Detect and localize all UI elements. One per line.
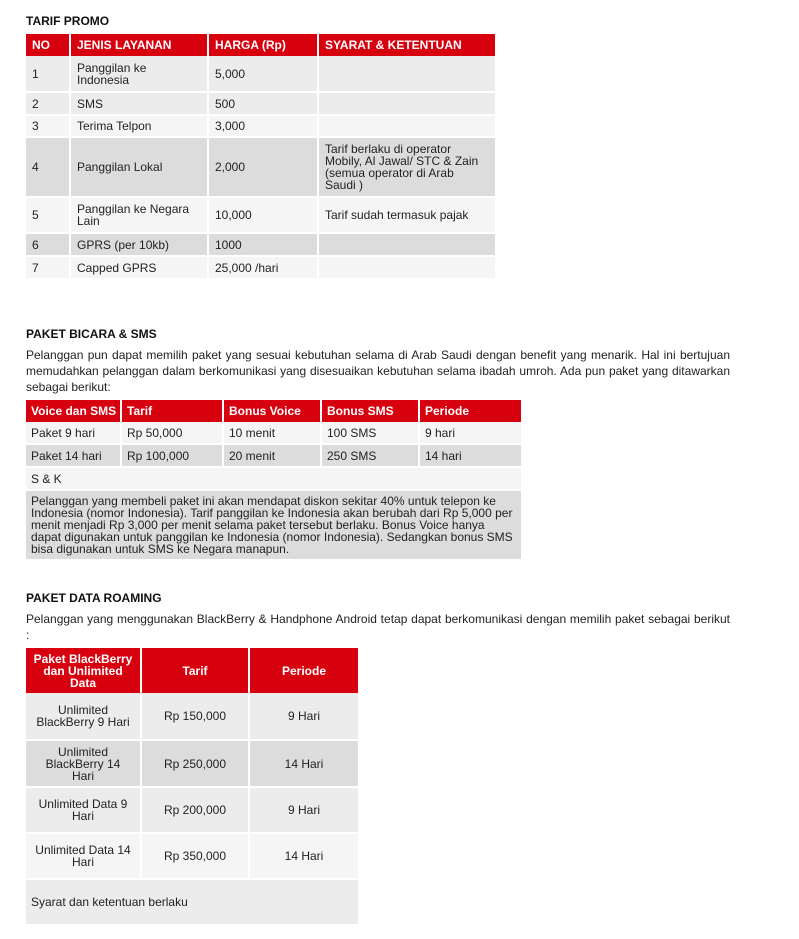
cell-no: 7 [26,256,70,278]
cell-tarif: Rp 350,000 [141,833,249,879]
col-header-harga: HARGA (Rp) [208,34,318,56]
cell-layanan: GPRS (per 10kb) [70,233,208,256]
cell-periode: 9 Hari [249,787,358,833]
table-row [26,422,521,444]
paket-data-table [26,648,358,924]
cell-harga: 3,000 [208,115,318,137]
col-header-voice-sms: Voice dan SMS [26,400,121,422]
col-header-no: NO [26,34,70,56]
paket-bicara-description: Pelanggan pun dapat memilih paket yang sesuai kebutuhan selama di Arab Saudi dengan benefit yang menarik. Hal ini bertujuan memudahkan pelanggan dalam berkomunikasi yang disesuaikan kebutuhan selama ibadah umroh. Ada pun paket yang ditawarkan sebagai berikut: [26,348,730,394]
cell-tarif: Rp 200,000 [141,787,249,833]
cell-harga: 25,000 /hari [208,256,318,278]
cell-harga: 1000 [208,233,318,256]
footer-note: Syarat dan ketentuan berlaku [31,895,188,909]
table-row [26,137,495,197]
table-row [26,115,495,137]
table-header-row [26,34,495,56]
cell-layanan: Panggilan ke Negara Lain [70,197,208,233]
table-row [26,879,358,924]
table-row [26,693,358,740]
paket-data-description: Pelanggan yang menggunakan BlackBerry & Handphone Android tetap dapat berkomunikasi dengan memilih paket sebagai berikut : [26,612,730,642]
cell-layanan: Panggilan ke Indonesia [70,56,208,92]
cell-paket: Unlimited BlackBerry 9 Hari [26,693,141,740]
col-header-jenis-layanan: JENIS LAYANAN [70,34,208,56]
cell-periode: 14 Hari [249,740,358,787]
cell-no: 6 [26,233,70,256]
tarif-promo-table [26,34,495,278]
col-header-paket: Paket BlackBerry dan Unlimited Data [26,648,141,693]
cell-harga: 500 [208,92,318,115]
cell-layanan: SMS [70,92,208,115]
paket-bicara-table [26,400,521,559]
snk-label: S & K [26,467,521,490]
cell-bonus-voice: 20 menit [223,444,321,467]
col-header-bonus-voice: Bonus Voice [223,400,321,422]
cell-syarat [318,233,495,256]
table-row [26,197,495,233]
cell-syarat: Tarif sudah termasuk pajak [318,197,495,233]
cell-paket: Paket 14 hari [26,444,121,467]
table-row [26,233,495,256]
cell-syarat [318,256,495,278]
cell-tarif: Rp 150,000 [141,693,249,740]
cell-no: 5 [26,197,70,233]
cell-syarat [318,92,495,115]
cell-bonus-sms: 100 SMS [321,422,419,444]
table-row [26,467,521,490]
col-header-periode: Periode [249,648,358,693]
cell-periode: 9 Hari [249,693,358,740]
tarif-promo-title: TARIF PROMO [26,14,110,28]
col-header-bonus-sms: Bonus SMS [321,400,419,422]
table-row [26,256,495,278]
cell-tarif: Rp 250,000 [141,740,249,787]
table-row [26,740,358,787]
col-header-syarat: SYARAT & KETENTUAN [318,34,495,56]
paket-data-title: PAKET DATA ROAMING [26,591,162,605]
col-header-tarif: Tarif [141,648,249,693]
cell-tarif: Rp 50,000 [121,422,223,444]
cell-paket: Unlimited Data 14 Hari [26,833,141,879]
table-row [26,444,521,467]
cell-no: 3 [26,115,70,137]
cell-tarif: Rp 100,000 [121,444,223,467]
table-header-row [26,400,521,422]
cell-syarat: Tarif berlaku di operator Mobily, Al Jawal/ STC & Zain (semua operator di Arab Saudi ) [318,137,495,197]
cell-no: 4 [26,137,70,197]
cell-no: 2 [26,92,70,115]
cell-paket: Unlimited Data 9 Hari [26,787,141,833]
table-row [26,92,495,115]
table-row [26,56,495,92]
col-header-periode: Periode [419,400,521,422]
cell-periode: 9 hari [419,422,521,444]
cell-periode: 14 Hari [249,833,358,879]
snk-text: Pelanggan yang membeli paket ini akan mendapat diskon sekitar 40% untuk telepon ke Indonesia (nomor Indonesia). Tarif panggilan ke Indonesia akan berubah dari Rp 5,000 per menit menjadi Rp 3,000 per menit selama paket tersebut berlaku. Bonus Voice hanya dapat digunakan untuk panggilan ke Indonesia (nomor Indonesia). Sedangkan bonus SMS bisa digunakan untuk SMS ke Negara manapun. [31,494,513,556]
col-header-tarif: Tarif [121,400,223,422]
cell-periode: 14 hari [419,444,521,467]
cell-syarat [318,115,495,137]
table-row [26,490,521,559]
table-row [26,787,358,833]
table-row [26,833,358,879]
cell-bonus-voice: 10 menit [223,422,321,444]
cell-layanan: Panggilan Lokal [70,137,208,197]
cell-bonus-sms: 250 SMS [321,444,419,467]
cell-paket: Unlimited BlackBerry 14 Hari [26,740,141,787]
cell-harga: 10,000 [208,197,318,233]
cell-layanan: Terima Telpon [70,115,208,137]
paket-bicara-title: PAKET BICARA & SMS [26,327,157,341]
cell-paket: Paket 9 hari [26,422,121,444]
cell-layanan: Capped GPRS [70,256,208,278]
cell-harga: 5,000 [208,56,318,92]
table-header-row [26,648,358,693]
cell-harga: 2,000 [208,137,318,197]
cell-no: 1 [26,56,70,92]
cell-syarat [318,56,495,92]
